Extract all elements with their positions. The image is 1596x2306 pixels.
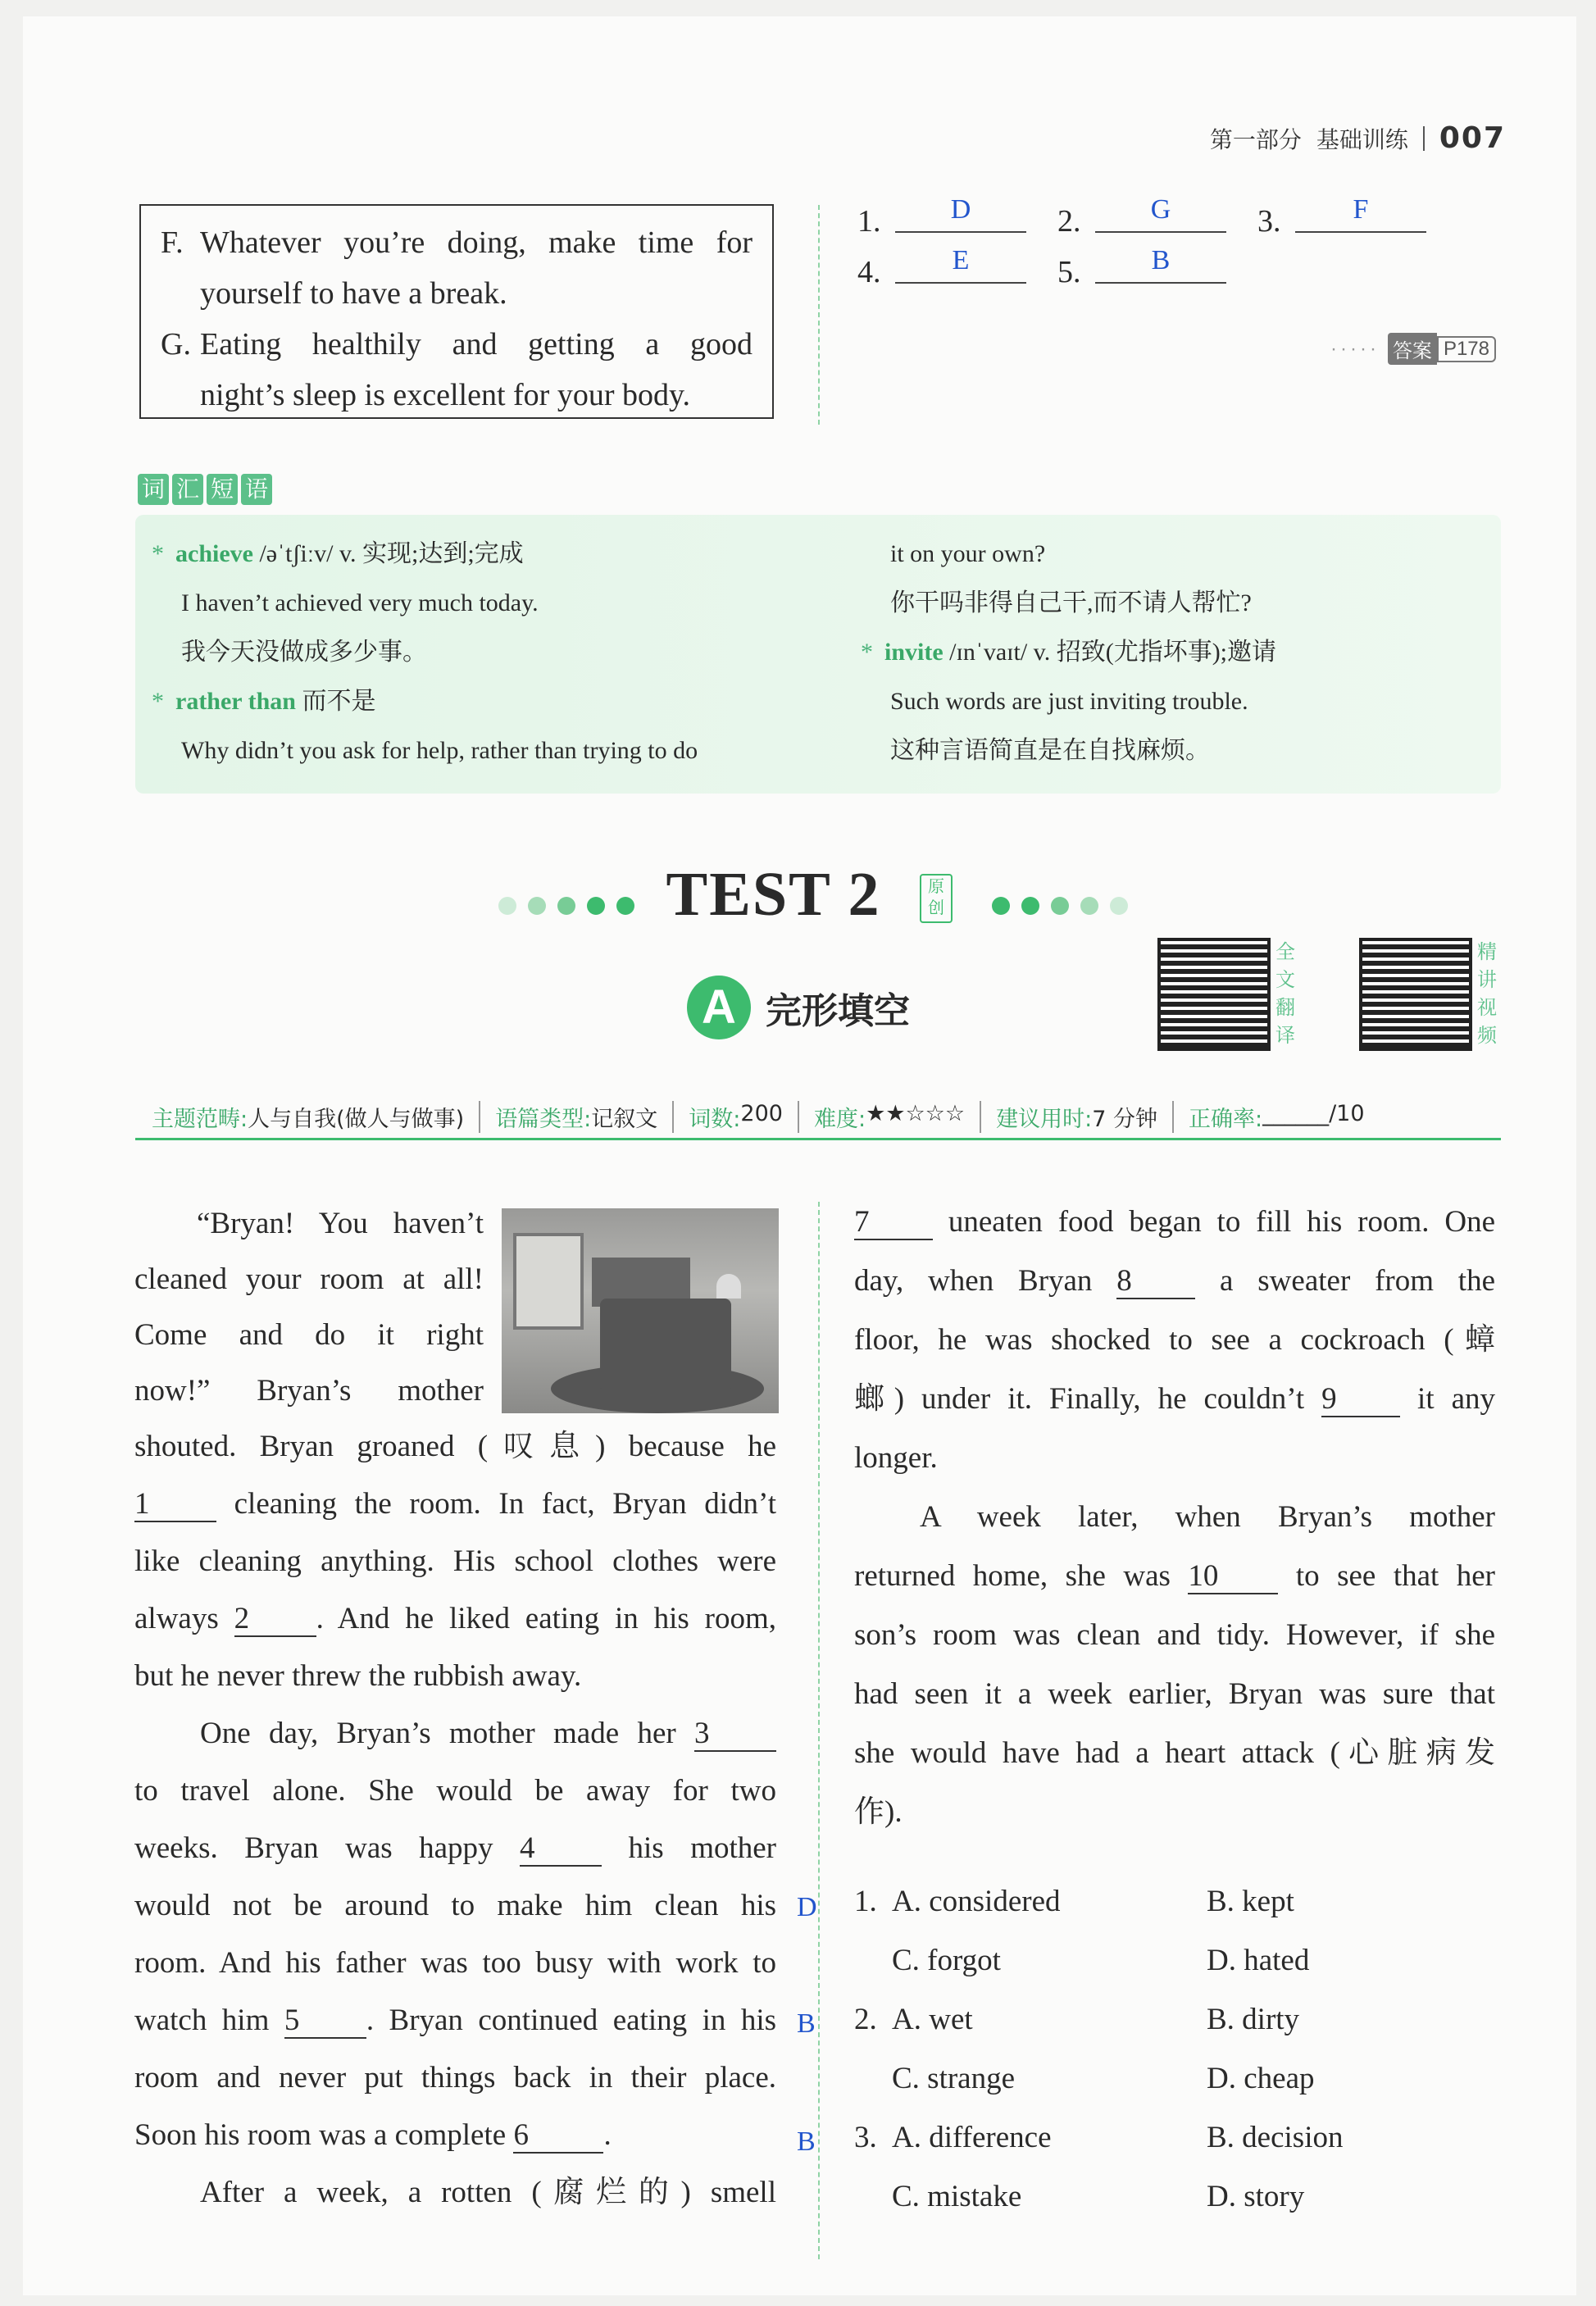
text: always — [134, 1602, 234, 1635]
passage-line: to travel alone. She would be away for two — [134, 1774, 776, 1808]
options-box — [139, 204, 774, 419]
vocab-heading — [138, 474, 272, 505]
column-divider-top — [818, 205, 820, 425]
answer-num: 5. — [1057, 255, 1081, 289]
passage-line — [854, 1547, 1495, 1605]
header-part: 第一部分 — [1209, 125, 1302, 153]
passage-line — [134, 1819, 776, 1877]
passage-line: 作). — [854, 1795, 903, 1829]
passage-line — [134, 2106, 776, 2164]
indent — [161, 370, 200, 421]
bedroom-illustration — [502, 1208, 779, 1413]
blank-10[interactable]: 10 — [1188, 1560, 1278, 1594]
window-shape — [513, 1233, 584, 1330]
passage-line: now!” Bryan’s mother — [134, 1374, 484, 1408]
star-icon: * — [861, 639, 873, 666]
choice-b[interactable]: B. kept — [1207, 1885, 1294, 1918]
option-g-cont — [161, 370, 753, 421]
passage-line — [854, 1252, 1495, 1310]
answer-blank[interactable]: F — [1295, 193, 1426, 233]
passage-line — [134, 1590, 776, 1648]
answer-blank[interactable]: D — [895, 193, 1026, 233]
qr-label — [1477, 938, 1502, 1049]
choice-c[interactable]: C. strange — [892, 2062, 1016, 2095]
meta-difficulty — [799, 1101, 981, 1133]
question-number: 3. — [854, 2121, 877, 2154]
qr-code-translation[interactable] — [1157, 938, 1271, 1051]
qr-label-char: 文 — [1275, 968, 1295, 991]
passage-line — [134, 1475, 776, 1533]
qr-label-char: 全 — [1275, 940, 1295, 963]
passage-line: After a week, a rotten (腐烂的) smell — [200, 2176, 776, 2209]
blank-4[interactable]: 4 — [520, 1832, 602, 1867]
star-icon: * — [152, 540, 164, 567]
text: . And he liked eating in his room, — [316, 1602, 777, 1635]
column-divider-main — [818, 1202, 820, 2259]
text: it any — [1400, 1382, 1495, 1416]
meta-key: 语篇类型: — [495, 1106, 592, 1132]
meta-value: 7 分钟 — [1092, 1106, 1157, 1132]
passage-line: like cleaning anything. His school clothes were — [134, 1544, 776, 1578]
passage-line: longer. — [854, 1441, 938, 1475]
answer-num: 2. — [1057, 204, 1081, 239]
vocab-word: achieve — [175, 540, 253, 567]
header-section: 基础训练 — [1316, 125, 1408, 153]
answer-num: 1. — [857, 204, 881, 239]
choice-a[interactable]: A. considered — [892, 1885, 1061, 1918]
text: his mother — [602, 1831, 776, 1865]
passage-line: cleaned your room at all! — [134, 1262, 484, 1296]
vocab-example: I haven’t achieved very much today. — [181, 589, 539, 616]
text: weeks. Bryan was happy — [134, 1831, 521, 1865]
choice-d[interactable]: D. story — [1207, 2180, 1305, 2213]
vocab-heading-char: 汇 — [172, 474, 203, 505]
section-heading — [687, 976, 910, 1039]
blank-6[interactable]: 6 — [513, 2119, 603, 2154]
qr-label — [1275, 938, 1300, 1049]
dotted-leader: ····· — [1330, 337, 1380, 360]
meta-topic — [135, 1101, 480, 1133]
meta-key: 主题范畴: — [152, 1106, 248, 1132]
passage-line: “Bryan! You haven’t — [197, 1207, 484, 1240]
option-f-cont — [161, 268, 753, 319]
test-title-text: TEST 2 — [666, 860, 881, 929]
passage-line: had seen it a week earlier, Bryan was sure that — [854, 1677, 1495, 1711]
handwritten-answer: D — [797, 1892, 817, 1922]
vocab-example: 我今天没做成多少事。 — [181, 639, 427, 666]
option-text: Whatever you’re doing, make time for — [200, 225, 753, 260]
text: 螂) under it. Finally, he couldn’t — [854, 1382, 1322, 1416]
passage-line: Come and do it right — [134, 1318, 484, 1352]
meta-accuracy — [1174, 1101, 1380, 1133]
passage-line — [200, 1704, 776, 1762]
vocab-heading-char: 词 — [138, 474, 169, 505]
blank-8[interactable]: 8 — [1116, 1265, 1195, 1299]
text: . Bryan continued eating in his — [366, 2004, 776, 2037]
header-divider — [1423, 126, 1425, 151]
dot — [1021, 897, 1039, 915]
meta-value: 人与自我(做人与做事) — [248, 1106, 465, 1132]
passage-line: but he never threw the rubbish away. — [134, 1659, 582, 1693]
answer-num: 3. — [1257, 204, 1281, 239]
choice-b[interactable]: B. dirty — [1207, 2003, 1300, 2036]
meta-key: 难度: — [813, 1106, 866, 1132]
answer-num: 4. — [857, 255, 881, 289]
option-key: G. — [161, 327, 191, 362]
option-text: night’s sleep is excellent for your body. — [200, 378, 691, 412]
meta-value: ______/10 — [1262, 1100, 1365, 1126]
answer-page: P178 — [1437, 336, 1496, 362]
choice-a[interactable]: A. difference — [892, 2121, 1052, 2154]
qr-label-char: 视 — [1477, 996, 1497, 1019]
vocab-left — [152, 530, 807, 775]
answer-blank[interactable]: B — [1095, 244, 1226, 284]
vocab-heading-char: 语 — [241, 474, 272, 505]
vocab-entry — [152, 530, 807, 579]
passage-line: room and never put things back in their place. — [134, 2061, 776, 2095]
dot — [1051, 897, 1069, 915]
answer-reference[interactable] — [1330, 333, 1496, 365]
text: returned home, she was — [854, 1559, 1189, 1593]
meta-genre — [480, 1101, 674, 1133]
vocab-def: 而不是 — [302, 688, 376, 715]
handwritten-answer: B — [797, 2126, 816, 2157]
meta-time — [981, 1101, 1174, 1133]
blank-7[interactable]: 7 — [854, 1206, 933, 1240]
vocab-entry — [861, 628, 1500, 677]
page-header — [1210, 121, 1506, 155]
option-f — [161, 217, 753, 268]
vocab-def: /ɪnˈvaɪt/ v. 招致(尤指坏事);邀请 — [949, 639, 1277, 666]
passage-line: A week later, when Bryan’s mother — [920, 1500, 1495, 1534]
title-dots-right — [992, 897, 1128, 915]
dot — [1080, 897, 1098, 915]
text: day, when Bryan — [854, 1264, 1117, 1298]
text: a sweater from the — [1195, 1264, 1495, 1298]
vocab-right — [861, 530, 1500, 775]
choice-c[interactable]: C. forgot — [892, 1944, 1001, 1977]
section-letter: A — [687, 976, 751, 1039]
qr-label-char: 翻 — [1275, 996, 1295, 1019]
qr-label-char: 频 — [1477, 1024, 1497, 1047]
choice-d[interactable]: D. hated — [1207, 1944, 1310, 1977]
answer-tag: 答案 — [1388, 333, 1437, 365]
option-key: F. — [161, 225, 184, 260]
vocab-example: it on your own? — [890, 540, 1046, 567]
answer-blank[interactable]: E — [895, 244, 1026, 284]
passage-line — [854, 1370, 1495, 1428]
text: Soon his room was a complete — [134, 2118, 514, 2152]
question-number: 2. — [854, 2003, 877, 2036]
qr-code-video[interactable] — [1359, 938, 1472, 1051]
original-badge: 原创 — [920, 874, 953, 923]
choice-c[interactable]: C. mistake — [892, 2180, 1022, 2213]
text: One day, Bryan’s mother made her — [200, 1717, 694, 1750]
dot — [992, 897, 1010, 915]
option-text: Eating healthily and getting a good — [200, 327, 753, 362]
section-title: 完形填空 — [766, 990, 910, 1032]
choice-d[interactable]: D. cheap — [1207, 2062, 1315, 2095]
handwritten-answer: B — [797, 2008, 816, 2039]
passage-line: floor, he was shocked to see a cockroach (蟑 — [854, 1323, 1495, 1357]
meta-wordcount — [674, 1101, 799, 1133]
text: to see that her — [1278, 1559, 1495, 1593]
vocab-heading-char: 短 — [207, 474, 238, 505]
text: uneaten food began to fill his room. One — [933, 1205, 1495, 1239]
meta-key: 正确率: — [1188, 1106, 1263, 1132]
passage-line: she would have had a heart attack (心脏病发 — [854, 1736, 1495, 1770]
meta-value: ★★☆☆☆ — [866, 1100, 966, 1126]
dot — [1110, 897, 1128, 915]
choice-a[interactable]: A. wet — [892, 2003, 973, 2036]
qr-label-char: 讲 — [1477, 968, 1497, 991]
qr-label-char: 译 — [1275, 1024, 1295, 1047]
blank-1[interactable]: 1 — [134, 1488, 216, 1522]
vocab-word: rather than — [175, 688, 296, 715]
vocab-example: 这种言语简直是在自找麻烦。 — [890, 737, 1210, 764]
passage-line: room. And his father was too busy with work to — [134, 1946, 776, 1980]
vocab-example: Such words are just inviting trouble. — [890, 688, 1248, 715]
answer-blank[interactable]: G — [1095, 193, 1226, 233]
passage-line: son’s room was clean and tidy. However, if she — [854, 1618, 1495, 1652]
question-number: 1. — [854, 1885, 877, 1918]
qr-label-char: 精 — [1477, 940, 1497, 963]
passage-line: shouted. Bryan groaned (叹息) because he — [134, 1430, 776, 1463]
meta-key: 词数: — [689, 1106, 741, 1132]
meta-key: 建议用时: — [996, 1106, 1093, 1132]
meta-value: 200 — [740, 1100, 783, 1126]
text: watch him — [134, 2004, 284, 2037]
vocab-example: 你干吗非得自己干,而不请人帮忙? — [890, 589, 1252, 616]
indent — [161, 268, 200, 319]
test-title — [0, 859, 1596, 930]
page-number: 007 — [1439, 121, 1506, 155]
passage-line — [854, 1193, 1495, 1251]
text: . — [603, 2118, 612, 2152]
choice-b[interactable]: B. decision — [1207, 2121, 1344, 2154]
blank-9[interactable]: 9 — [1321, 1383, 1400, 1417]
option-g — [161, 319, 753, 370]
star-icon: * — [152, 688, 164, 715]
meta-value: 记叙文 — [591, 1106, 658, 1132]
text: cleaning the room. In fact, Bryan didn’t — [216, 1487, 776, 1521]
option-text: yourself to have a break. — [200, 276, 507, 311]
passage-line: would not be around to make him clean his — [134, 1889, 776, 1922]
blank-5[interactable]: 5 — [284, 2004, 366, 2039]
meta-bar — [135, 1095, 1501, 1140]
blank-3[interactable]: 3 — [694, 1717, 776, 1752]
vocab-example: Why didn’t you ask for help, rather than trying to do — [181, 737, 698, 764]
bed-shape — [600, 1299, 731, 1389]
passage-line — [134, 1991, 776, 2049]
lamp-shape — [716, 1274, 741, 1299]
vocab-word: invite — [884, 639, 944, 666]
blank-2[interactable]: 2 — [234, 1603, 316, 1637]
vocab-def: /əˈtʃiːv/ v. 实现;达到;完成 — [259, 540, 524, 567]
vocab-entry — [152, 677, 807, 726]
